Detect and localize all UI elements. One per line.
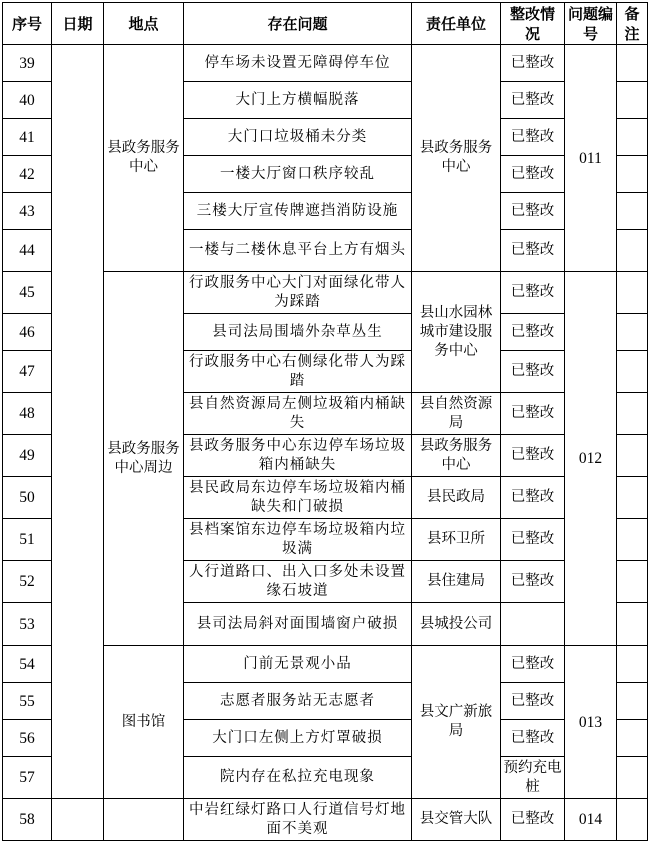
status-cell: 已整改 [501,272,565,314]
note-cell [617,683,648,720]
seq-cell: 49 [3,435,52,477]
status-cell: 已整改 [501,193,565,230]
note-cell [617,393,648,435]
header-status: 整改情况 [501,3,565,45]
note-cell [617,230,648,272]
note-cell [617,82,648,119]
seq-cell: 56 [3,720,52,757]
unit-cell: 县政务服务中心 [412,435,501,477]
note-cell [617,435,648,477]
status-cell: 已整改 [501,45,565,82]
status-cell: 已整改 [501,435,565,477]
note-cell [617,351,648,393]
issue-cell: 县司法局斜对面围墙窗户破损 [184,603,412,646]
header-row [3,3,648,45]
location-cell: 图书馆 [104,646,184,799]
note-cell [617,156,648,193]
note-cell [617,720,648,757]
seq-cell: 58 [3,799,52,841]
seq-cell: 55 [3,683,52,720]
seq-cell: 45 [3,272,52,314]
header-code: 问题编号 [565,3,617,45]
seq-cell: 44 [3,230,52,272]
seq-cell: 43 [3,193,52,230]
issue-cell: 行政服务中心右侧绿化带人为踩踏 [184,351,412,393]
seq-cell: 54 [3,646,52,683]
table-row [3,799,648,841]
note-cell [617,119,648,156]
unit-cell: 县文广新旅局 [412,646,501,799]
location-cell: 县政务服务中心 [104,45,184,272]
header-issue: 存在问题 [184,3,412,45]
status-cell: 已整改 [501,683,565,720]
date-cell [52,799,104,841]
status-cell: 已整改 [501,314,565,351]
location-cell: 县政务服务中心周边 [104,272,184,646]
unit-cell: 县住建局 [412,561,501,603]
issue-cell: 门前无景观小品 [184,646,412,683]
note-cell [617,272,648,314]
seq-cell: 41 [3,119,52,156]
issue-cell: 行政服务中心大门对面绿化带人为踩踏 [184,272,412,314]
location-cell [104,799,184,841]
status-cell: 已整改 [501,799,565,841]
seq-cell: 42 [3,156,52,193]
status-cell: 已整改 [501,82,565,119]
note-cell [617,314,648,351]
status-cell: 已整改 [501,519,565,561]
header-note: 备注 [617,3,648,45]
note-cell [617,477,648,519]
header-location: 地点 [104,3,184,45]
seq-cell: 39 [3,45,52,82]
status-cell: 已整改 [501,720,565,757]
status-cell: 已整改 [501,230,565,272]
issue-cell: 一楼与二楼休息平台上方有烟头 [184,230,412,272]
seq-cell: 48 [3,393,52,435]
note-cell [617,519,648,561]
issue-cell: 县自然资源局左侧垃圾箱内桶缺失 [184,393,412,435]
unit-cell: 县山水园林城市建设服务中心 [412,272,501,393]
rectification-table [2,2,648,841]
status-cell: 已整改 [501,646,565,683]
seq-cell: 47 [3,351,52,393]
unit-cell: 县自然资源局 [412,393,501,435]
seq-cell: 51 [3,519,52,561]
code-cell: 013 [565,646,617,799]
code-cell: 012 [565,272,617,646]
seq-cell: 53 [3,603,52,646]
issue-cell: 大门上方横幅脱落 [184,82,412,119]
header-unit: 责任单位 [412,3,501,45]
issue-cell: 一楼大厅窗口秩序较乱 [184,156,412,193]
note-cell [617,193,648,230]
header-date: 日期 [52,3,104,45]
issue-cell: 三楼大厅宣传牌遮挡消防设施 [184,193,412,230]
issue-cell: 停车场未设置无障碍停车位 [184,45,412,82]
note-cell [617,799,648,841]
issue-cell: 志愿者服务站无志愿者 [184,683,412,720]
issue-cell: 大门口左侧上方灯罩破损 [184,720,412,757]
seq-cell: 57 [3,757,52,799]
issue-cell: 人行道路口、出入口多处未设置缘石坡道 [184,561,412,603]
status-cell [501,603,565,646]
seq-cell: 50 [3,477,52,519]
status-cell: 已整改 [501,393,565,435]
date-cell [52,45,104,799]
status-cell: 已整改 [501,119,565,156]
unit-cell: 县城投公司 [412,603,501,646]
unit-cell: 县交管大队 [412,799,501,841]
unit-cell: 县民政局 [412,477,501,519]
table-row [3,45,648,82]
note-cell [617,757,648,799]
issue-cell: 县司法局围墙外杂草丛生 [184,314,412,351]
note-cell [617,45,648,82]
note-cell [617,646,648,683]
issue-cell: 院内存在私拉充电现象 [184,757,412,799]
note-cell [617,603,648,646]
status-cell: 已整改 [501,351,565,393]
status-cell: 已整改 [501,156,565,193]
seq-cell: 40 [3,82,52,119]
issue-cell: 县政务服务中心东边停车场垃圾箱内桶缺失 [184,435,412,477]
seq-cell: 46 [3,314,52,351]
note-cell [617,561,648,603]
status-cell: 已整改 [501,561,565,603]
issue-cell: 县档案馆东边停车场垃圾箱内垃圾满 [184,519,412,561]
seq-cell: 52 [3,561,52,603]
code-cell: 014 [565,799,617,841]
unit-cell: 县政务服务中心 [412,45,501,272]
issue-cell: 中岩红绿灯路口人行道信号灯地面不美观 [184,799,412,841]
status-cell: 已整改 [501,477,565,519]
code-cell: 011 [565,45,617,272]
status-cell: 预约充电桩 [501,757,565,799]
header-seq: 序号 [3,3,52,45]
issue-cell: 县民政局东边停车场垃圾箱内桶缺失和门破损 [184,477,412,519]
unit-cell: 县环卫所 [412,519,501,561]
issue-cell: 大门口垃圾桶未分类 [184,119,412,156]
